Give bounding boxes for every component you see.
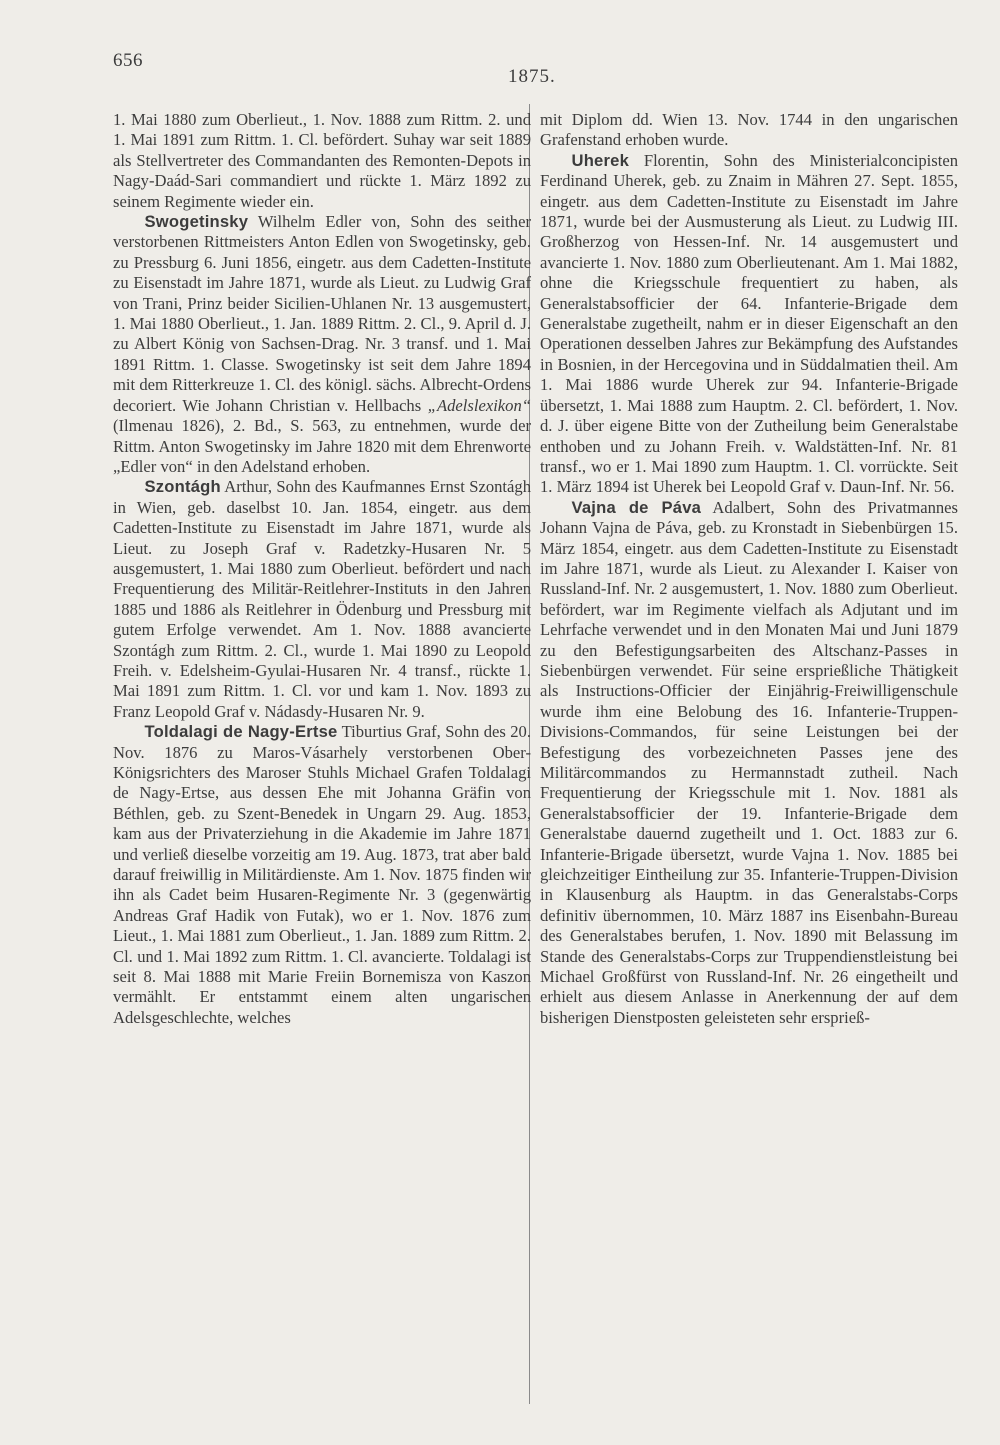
continuation-paragraph: 1. Mai 1880 zum Oberlieut., 1. Nov. 1888 zum Rittm. 2. und 1. Mai 1891 zum Rittm. 1. Cl. befördert. Suhay war seit 1889 als Stellvertreter des Commandanten des Remonten-Depots in Nagy-Daád-Sari commandiert und rückte 1. März 1892 zu seinem Regimente wieder ein. [113, 110, 531, 211]
entry-swogetinsky [113, 212, 531, 477]
entry-szontagh [113, 477, 531, 722]
entry-vajna [540, 498, 958, 1029]
entry-text: Arthur, Sohn des Kaufmannes Ernst Szontágh in Wien, geb. daselbst 10. Jan. 1854, eingetr. aus dem Cadetten-Institute zu Eisenstadt im Jahre 1871, wurde als Lieut. zu Joseph Graf v. Radetzky-Husaren Nr. 5 ausgemustert, 1. Mai 1880 zum Oberlieut. befördert und nach Frequentierung des Militär-Reitlehrer-Instituts in den Jahren 1885 und 1886 als Reitlehrer in Ödenburg und Pressburg mit gutem Erfolge verwendet. Am 1. Nov. 1888 avancierte Szontágh zum Rittm. 2. Cl., wurde 1. Mai 1890 zu Leopold Freih. v. Edelsheim-Gyulai-Husaren Nr. 4 transf., rückte 1. Mai 1891 zum Rittm. 1. Cl. vor und kam 1. Nov. 1893 zu Franz Leopold Graf v. Nádasdy-Husaren Nr. 9. [113, 477, 531, 721]
entry-text: (Ilmenau 1826), 2. Bd., S. 563, zu entnehmen, wurde der Rittm. Anton Swogetinsky im Jahre 1820 mit dem Ehrenworte „Edler von“ in den Adelstand erhoben. [113, 416, 531, 476]
right-column [540, 110, 958, 1028]
entry-name: Szontágh [144, 477, 221, 497]
entry-name: Uherek [571, 150, 629, 170]
entry-text: Florentin, Sohn des Ministerialconcipisten Ferdinand Uherek, geb. zu Znaim in Mähren 27. Sept. 1855, eingetr. aus dem Cadetten-Institute zu Eisenstadt im Jahre 1871, wurde bei der Ausmusterung als Lieut. zu Ludwig III. Großherzog von Hessen-Inf. Nr. 14 ausgemustert und avancierte 1. Nov. 1880 zum Oberlieutenant. Am 1. Mai 1882, ohne die Kriegsschule frequentiert zu haben, als Generalstabsofficier der 64. Infanterie-Brigade dem Generalstabe zugetheilt, nahm er in dieser Eigenschaft an den Operationen desselben Jahres zur Bekämpfung des Aufstandes in Bosnien, in der Hercegovina und in Süddalmatien theil. Am 1. Mai 1886 wurde Uherek zur 94. Infanterie-Brigade übersetzt, 1. Mai 1888 zum Hauptm. 2. Cl. befördert, 1. Nov. d. J. über eigene Bitte von der Zutheilung beim Generalstabe enthoben und zu Johann Freih. v. Waldstätten-Inf. Nr. 81 transf., wo er 1. Mai 1890 zum Hauptm. 1. Cl. vorrückte. Seit 1. März 1894 ist Uherek bei Leopold Graf v. Daun-Inf. Nr. 56. [540, 150, 958, 497]
entry-uherek [540, 151, 958, 498]
entry-text: Tiburtius Graf, Sohn des 20. Nov. 1876 zu Maros-Vásarhely verstorbenen Ober-Königsrichters des Maroser Stuhls Michael Grafen Toldalagi de Nagy-Ertse, aus dessen Ehe mit Johanna Gräfin von Béthlen, geb. zu Szent-Benedek in Ungarn 29. Aug. 1853, kam aus der Privaterziehung in die Akademie im Jahre 1871 und verließ dieselbe vorzeitig am 19. Aug. 1873, trat aber bald darauf freiwillig in Militärdienste. Am 1. Nov. 1875 finden wir ihn als Cadet beim Husaren-Regimente Nr. 3 (gegenwärtig Andreas Graf Hadik von Futak), wo er 1. Nov. 1876 zum Lieut., 1. Mai 1881 zum Oberlieut., 1. Jan. 1889 zum Rittm. 2. Cl. und 1. Mai 1892 zum Rittm. 1. Cl. avancierte. Toldalagi ist seit 8. Mai 1888 mit Marie Freiin Bornemisza von Kaszon vermählt. Er entstammt einem alten ungarischen Adelsgeschlechte, welches [113, 722, 531, 1027]
year-header: 1875. [508, 66, 556, 87]
entry-toldalagi [113, 722, 531, 1028]
page-number: 656 [113, 50, 143, 71]
left-column [113, 110, 531, 1028]
continuation-paragraph: mit Diplom dd. Wien 13. Nov. 1744 in den ungarischen Grafenstand erhoben wurde. [540, 110, 958, 150]
entry-text: Adalbert, Sohn des Privatmannes Johann Vajna de Páva, geb. zu Kronstadt in Siebenbürgen 15. März 1854, eingetr. aus dem Cadetten-Institute zu Eisenstadt im Jahre 1871, wurde als Lieut. zu Alexander I. Kaiser von Russland-Inf. Nr. 2 ausgemustert, 1. Nov. 1880 zum Oberlieut. befördert, war im Regimente vielfach als Adjutant und im Lehrfache verwendet und in den Monaten Mai und Juni 1879 zu den Befestigungsarbeiten des Altschanz-Passes in Siebenbürgen verwendet. Für seine ersprießliche Thätigkeit als Instructions-Officier der Einjährig-Freiwilligenschule wurde ihm eine Belobung des 16. Infanterie-Truppen-Divisions-Commandos, für seine Leistungen bei der Befestigung des vorbezeichneten Passes jene des Militärcommandos zu Hermannstadt zutheil. Nach Frequentierung der Kriegsschule mit 1. Nov. 1881 als Generalstabsofficier der 19. Infanterie-Brigade dem Generalstabe dauernd zugetheilt und 1. Oct. 1883 zur 6. Infanterie-Brigade übersetzt, wurde Vajna 1. Nov. 1885 bei gleichzeitiger Eintheilung zur 35. Infanterie-Truppen-Division in Klausenburg als Hauptm. in das Generalstabs-Corps definitiv übernommen, 10. März 1887 ins Eisenbahn-Bureau des Generalstabes berufen, 1. Nov. 1890 mit Belassung im Stande des Generalstabs-Corps zur Truppendienstleistung bei Michael Großfürst von Russland-Inf. Nr. 26 eingetheilt und erhielt aus diesem Anlasse in Anerkennung der auf dem bisherigen Dienstposten geleisteten sehr ersprieß- [540, 497, 959, 1027]
entry-name: Toldalagi de Nagy-Ertse [144, 722, 338, 742]
entry-text: Wilhelm Edler von, Sohn des seither verstorbenen Rittmeisters Anton Edlen von Swogetinsky, geb. zu Pressburg 6. Juni 1856, eingetr. aus dem Cadetten-Institute zu Eisenstadt im Jahre 1871, wurde als Lieut. zu Ludwig Graf von Trani, Prinz beider Sicilien-Uhlanen Nr. 13 ausgemustert, 1. Mai 1880 Oberlieut., 1. Jan. 1889 Rittm. 2. Cl., 9. April d. J. zu Albert König von Sachsen-Drag. Nr. 3 transf. und 1. Mai 1891 Rittm. 1. Classe. Swogetinsky ist seit dem Jahre 1894 mit dem Ritterkreuze 1. Cl. des königl. sächs. Albrecht-Ordens decoriert. Wie Johann Christian v. Hellbachs [113, 212, 531, 415]
entry-name: Swogetinsky [144, 212, 249, 232]
entry-name: Vajna de Páva [571, 497, 702, 517]
entry-italic-title: „Adelslexikon“ [427, 395, 531, 415]
